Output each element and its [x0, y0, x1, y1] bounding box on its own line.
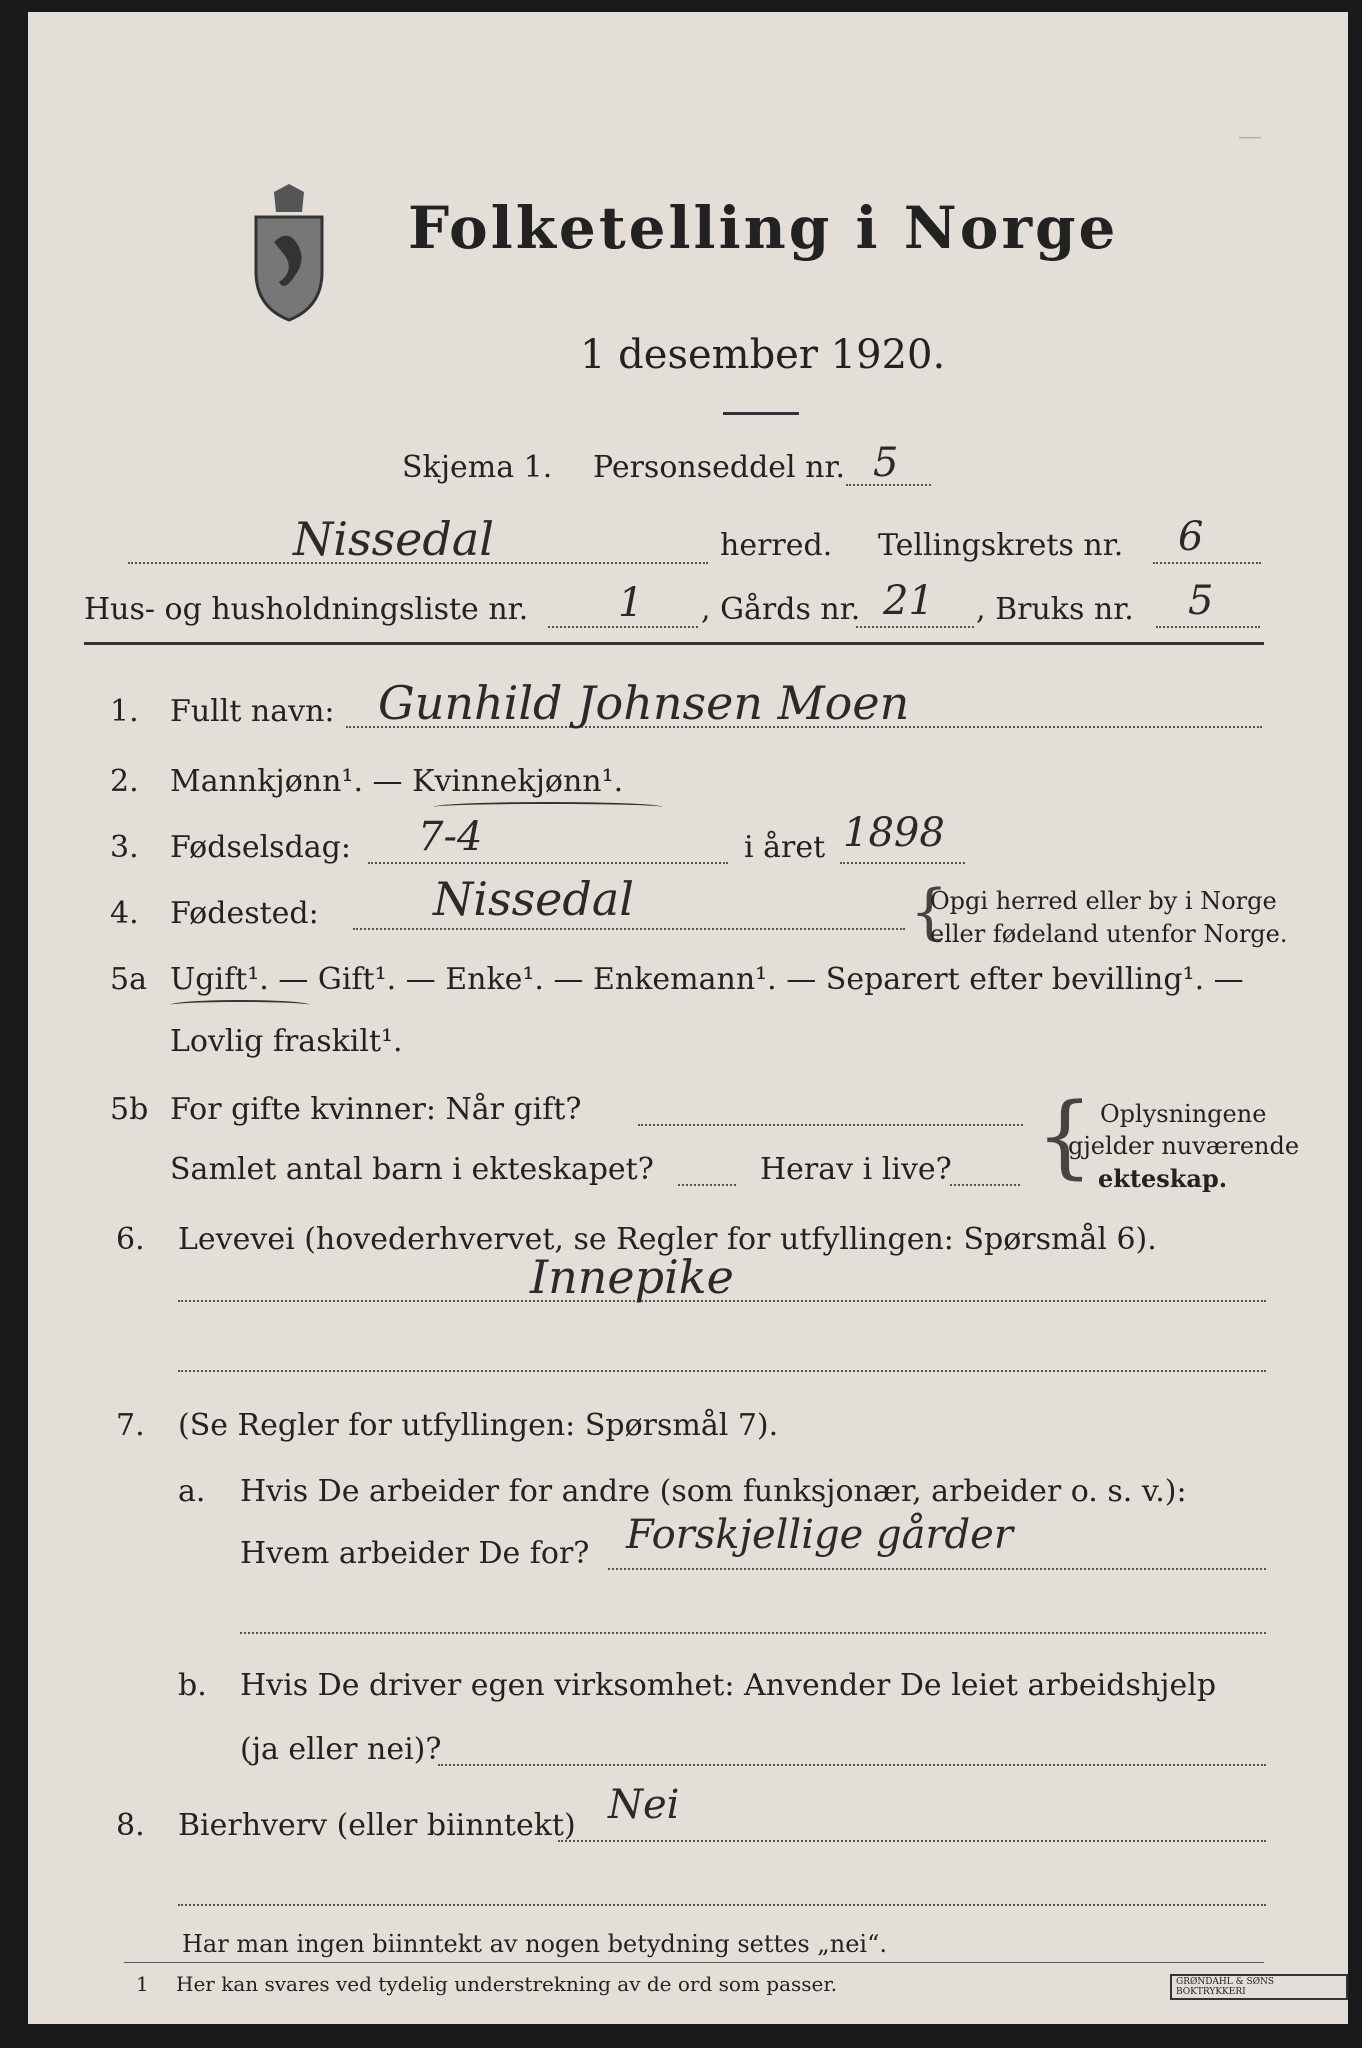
footnote-mark: 1 — [136, 1972, 149, 1996]
q5b-line2b: Herav i live? — [760, 1152, 952, 1187]
q5a-number: 5a — [110, 962, 147, 997]
birthplace-value[interactable]: Nissedal — [433, 872, 634, 926]
gards-label: , Gårds nr. — [701, 592, 861, 627]
footnote-text: Her kan svares ved tydelig understrekning av de ord som passer. — [176, 1972, 838, 1996]
q8-number: 8. — [116, 1808, 145, 1843]
tellingskrets-value[interactable]: 6 — [1178, 514, 1204, 560]
q5b-note3: ekteskap. — [1098, 1164, 1228, 1193]
q5b-note1: Oplysningene — [1100, 1100, 1267, 1128]
q8-label: Bierhverv (eller biinntekt) — [178, 1808, 576, 1843]
marital-status-line2[interactable]: Lovlig fraskilt¹. — [170, 1024, 403, 1059]
footer-note: Har man ingen biinntekt av nogen betydning settes „nei“. — [182, 1930, 887, 1958]
personseddel-value[interactable]: 5 — [873, 440, 899, 486]
bruks-label: , Bruks nr. — [976, 592, 1134, 627]
personseddel-label: Personseddel nr. — [593, 450, 846, 485]
q7b-line1: Hvis De driver egen virksomhet: Anvender De leiet arbeidshjelp — [240, 1668, 1217, 1703]
employer-line2 — [240, 1632, 1266, 1634]
q3-label: Fødselsdag: — [170, 830, 351, 865]
gards-value[interactable]: 21 — [883, 578, 934, 624]
q6-line2 — [178, 1370, 1266, 1372]
tellingskrets-line — [1153, 562, 1261, 564]
q6-label: Levevei (hovederhvervet, se Regler for utfyllingen: Spørsmål 6). — [178, 1222, 1157, 1257]
q1-label: Fullt navn: — [170, 694, 335, 729]
husliste-line — [548, 626, 698, 628]
q5b-brace: { — [1036, 1084, 1094, 1189]
gards-line — [856, 626, 974, 628]
q4-label: Fødested: — [170, 896, 319, 931]
header-rule — [84, 642, 1264, 645]
q3-year-line — [840, 862, 965, 864]
tellingskrets-label: Tellingskrets nr. — [878, 528, 1124, 563]
gender-underline-mark — [433, 802, 663, 812]
birthyear-value[interactable]: 1898 — [843, 810, 945, 856]
q5b-number: 5b — [110, 1092, 149, 1127]
coat-of-arms-icon — [244, 182, 334, 322]
q2-number: 2. — [110, 764, 139, 799]
herred-value[interactable]: Nissedal — [293, 512, 494, 566]
q5b-note2: gjelder nuværende — [1068, 1132, 1300, 1160]
side-income-line2 — [178, 1904, 1266, 1906]
occupation-value[interactable]: Innepike — [530, 1250, 734, 1304]
married-when-line[interactable] — [638, 1124, 1023, 1126]
children-count-line[interactable] — [678, 1184, 736, 1186]
q3-year-label: i året — [744, 830, 826, 865]
q1-number: 1. — [110, 694, 139, 729]
bleed-through-text: — — [1238, 122, 1262, 150]
printer-stamp: GRØNDAHL & SØNS BOKTRYKKERI — [1170, 1974, 1348, 2000]
q7-number: 7. — [116, 1408, 145, 1443]
form-date: 1 desember 1920. — [580, 332, 946, 378]
bruks-value[interactable]: 5 — [1188, 578, 1214, 624]
q7a-letter: a. — [178, 1474, 206, 1509]
marital-underline-mark — [170, 1000, 310, 1010]
birthdate-value[interactable]: 7-4 — [418, 814, 483, 860]
q5b-line2a: Samlet antal barn i ekteskapet? — [170, 1152, 654, 1187]
footer-rule — [124, 1962, 1264, 1963]
q4-line — [353, 928, 905, 930]
skjema-label: Skjema 1. — [402, 450, 553, 485]
q7b-line2: (ja eller nei)? — [240, 1732, 442, 1767]
herred-label: herred. — [720, 528, 833, 563]
q4-brace: { — [910, 877, 949, 947]
bruks-line — [1156, 626, 1260, 628]
q5b-line1: For gifte kvinner: Når gift? — [170, 1092, 582, 1127]
q3-line — [368, 862, 728, 864]
title-divider — [723, 412, 799, 415]
husliste-label: Hus- og husholdningsliste nr. — [84, 592, 529, 627]
gender-options[interactable]: Mannkjønn¹. — Kvinnekjønn¹. — [170, 764, 624, 799]
form-title: Folketelling i Norge — [408, 194, 1119, 262]
children-alive-line[interactable] — [950, 1184, 1020, 1186]
employer-line — [608, 1568, 1266, 1570]
q6-number: 6. — [116, 1222, 145, 1257]
full-name-value[interactable]: Gunhild Johnsen Moen — [378, 676, 910, 730]
q3-number: 3. — [110, 830, 139, 865]
q7a-line1: Hvis De arbeider for andre (som funksjonær, arbeider o. s. v.): — [240, 1474, 1187, 1509]
side-income-line — [558, 1840, 1266, 1842]
q7a-line2: Hvem arbeider De for? — [240, 1536, 590, 1571]
q7-label: (Se Regler for utfyllingen: Spørsmål 7). — [178, 1408, 779, 1443]
marital-status-options[interactable]: Ugift¹. — Gift¹. — Enke¹. — Enkemann¹. — Separert efter bevilling¹. — — [170, 962, 1244, 997]
husliste-value[interactable]: 1 — [618, 580, 644, 626]
q4-note-line2: eller fødeland utenfor Norge. — [930, 920, 1288, 948]
q7b-letter: b. — [178, 1668, 207, 1703]
hired-help-line[interactable] — [438, 1764, 1266, 1766]
q4-note-line1: Opgi herred eller by i Norge — [930, 887, 1277, 915]
side-income-value[interactable]: Nei — [608, 1782, 680, 1828]
census-form-page — [28, 12, 1348, 2024]
employer-value[interactable]: Forskjellige gårder — [626, 1512, 1013, 1558]
q4-number: 4. — [110, 896, 139, 931]
